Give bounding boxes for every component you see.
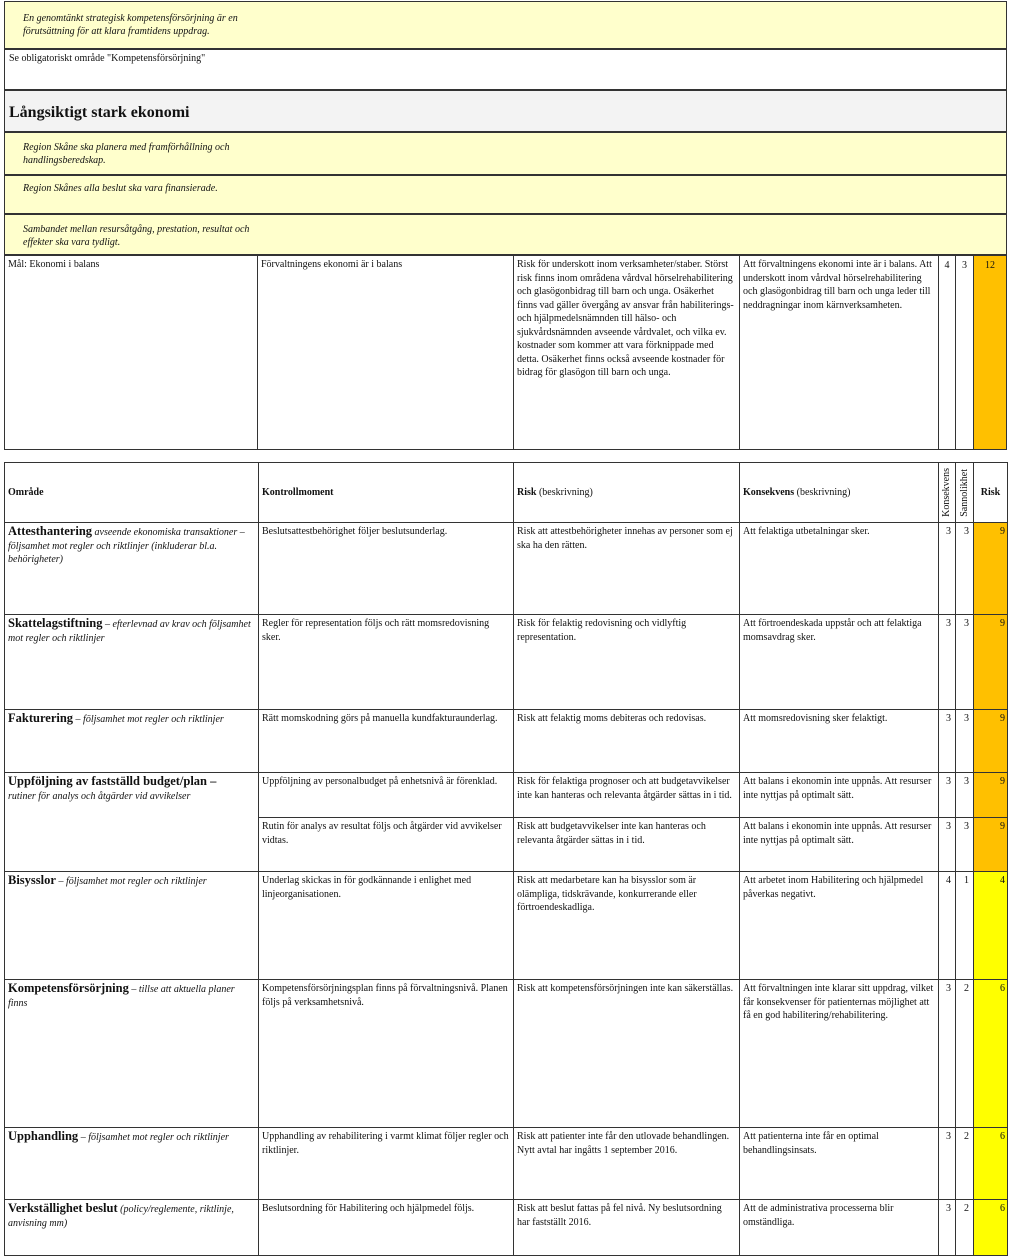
probability-score: 2 xyxy=(956,980,974,1128)
risk-score: 9 xyxy=(974,773,1008,818)
header-probability-score: Sannolikhet xyxy=(956,463,974,523)
consequence-cell: Att momsredovisning sker felaktigt. xyxy=(740,710,939,773)
header-control: Kontrollmoment xyxy=(259,463,514,523)
section-heading: Långsiktigt stark ekonomi xyxy=(9,104,190,121)
probability-score: 3 xyxy=(956,818,974,872)
goal-cell-consequence xyxy=(739,255,939,450)
consequence-cell: Att balans i ekonomin inte uppnås. Att resurser inte nyttjas på optimalt sätt. xyxy=(740,818,939,872)
goal-risk-text: Risk för underskott inom verksamheter/staber. Störst risk finns inom områdena vårdval hörselrehabilitering och glasögonbidrag till barn och unga. Osäkerhet finns vad gäller övergång av ansvar från habiliterings- och hjälpmedelsnämnden till hälso- och sjukvårdsnämnden avseende vårdvalet, och vilka ev. kostnader som kommer att vara förknippade med detta. Osäkerhet finns också avseende kostnader för bidrag för glasögon till barn och unga. xyxy=(517,259,734,378)
consequence-score: 3 xyxy=(939,980,956,1128)
control-cell: Kompetensförsörjningsplan finns på förvaltningsnivå. Planen följs på verksamhetsnivå. xyxy=(259,980,514,1128)
header-consequence-score: Konsekvens xyxy=(939,463,956,523)
goal-risk-score: 12 xyxy=(973,255,1007,450)
consequence-cell: Att balans i ekonomin inte uppnås. Att resurser inte nyttjas på optimalt sätt. xyxy=(740,773,939,818)
control-table xyxy=(4,462,1008,1256)
risk-cell: Risk att kompetensförsörjningen inte kan säkerställas. xyxy=(514,980,740,1128)
probability-score: 3 xyxy=(956,773,974,818)
area-cell: Attesthantering avseende ekonomiska transaktioner – följsamhet mot regler och riktlinjer (inkluderar bl.a. behörigheter) xyxy=(5,523,259,615)
consequence-cell: Att patienterna inte får en optimal behandlingsinsats. xyxy=(740,1128,939,1200)
goal-cell-risk xyxy=(513,255,740,450)
risk-cell: Risk att medarbetare kan ha bisysslor som är olämpliga, tidskrävande, konkurrerande eller förtroendeskadliga. xyxy=(514,872,740,980)
goal-note-3-text: Sambandet mellan resursåtgång, prestation, resultat och effekter ska vara tydligt. xyxy=(23,224,250,248)
risk-cell: Risk att beslut fattas på fel nivå. Ny beslutsordning har fastställt 2016. xyxy=(514,1200,740,1256)
goal-note-1 xyxy=(4,132,1007,175)
table-row xyxy=(5,773,1008,818)
probability-score: 2 xyxy=(956,1200,974,1256)
goal-cell-target xyxy=(4,255,258,450)
probability-score: 3 xyxy=(956,523,974,615)
probability-score: 1 xyxy=(956,872,974,980)
area-cell: Kompetensförsörjning – tillse att aktuella planer finns xyxy=(5,980,259,1128)
area-cell: Upphandling – följsamhet mot regler och riktlinjer xyxy=(5,1128,259,1200)
consequence-cell: Att förtroendeskada uppstår och att felaktiga momsavdrag sker. xyxy=(740,615,939,710)
table-row xyxy=(5,1128,1008,1200)
goal-note-2 xyxy=(4,175,1007,214)
goal-consequence-score: 4 xyxy=(938,255,956,450)
risk-cell: Risk att patienter inte får den utlovade behandlingen. Nytt avtal har ingåtts 1 september 2016. xyxy=(514,1128,740,1200)
risk-score: 9 xyxy=(974,818,1008,872)
area-cell: Bisysslor – följsamhet mot regler och riktlinjer xyxy=(5,872,259,980)
risk-score: 9 xyxy=(974,710,1008,773)
header-area: Område xyxy=(5,463,259,523)
header-consequence: Konsekvens (beskrivning) xyxy=(740,463,939,523)
probability-score: 3 xyxy=(956,615,974,710)
consequence-cell: Att förvaltningen inte klarar sitt uppdrag, vilket får konsekvenser för patienternas möjlighet att få en god habilitering/rehabilitering. xyxy=(740,980,939,1128)
consequence-score: 4 xyxy=(939,872,956,980)
consequence-score: 3 xyxy=(939,615,956,710)
consequence-cell: Att felaktiga utbetalningar sker. xyxy=(740,523,939,615)
control-cell: Rutin för analys av resultat följs och åtgärder vid avvikelser vidtas. xyxy=(259,818,514,872)
goal-consequence-text: Att förvaltningens ekonomi inte är i balans. Att underskott inom vårdval hörselrehabilitering och glasögonbidrag till barn och unga leder till neddragningar inom kärnverksamheten. xyxy=(743,259,932,311)
risk-cell: Risk att attestbehörigheter innehas av personer som ej ska ha den rätten. xyxy=(514,523,740,615)
risk-score: 9 xyxy=(974,615,1008,710)
area-cell: Fakturering – följsamhet mot regler och riktlinjer xyxy=(5,710,259,773)
header-risk-score: Risk xyxy=(974,463,1008,523)
goal-cell-control xyxy=(257,255,514,450)
control-cell: Beslutsattestbehörighet följer beslutsunderlag. xyxy=(259,523,514,615)
strategy-note xyxy=(4,1,1007,49)
consequence-cell: Att arbetet inom Habilitering och hjälpmedel påverkas negativt. xyxy=(740,872,939,980)
area-cell: Uppföljning av fastställd budget/plan – rutiner för analys och åtgärder vid avvikelser xyxy=(5,773,259,872)
consequence-score: 3 xyxy=(939,710,956,773)
table-row xyxy=(5,1200,1008,1256)
risk-cell: Risk att budgetavvikelser inte kan hanteras och relevanta åtgärder sättas in i tid. xyxy=(514,818,740,872)
control-cell: Rätt momskodning görs på manuella kundfakturaunderlag. xyxy=(259,710,514,773)
risk-cell: Risk för felaktiga prognoser och att budgetavvikelser inte kan hanteras och relevanta åtgärder sättas in i tid. xyxy=(514,773,740,818)
consequence-score: 3 xyxy=(939,818,956,872)
risk-score: 4 xyxy=(974,872,1008,980)
risk-cell: Risk att felaktig moms debiteras och redovisas. xyxy=(514,710,740,773)
consequence-score: 3 xyxy=(939,773,956,818)
goal-control-text: Förvaltningens ekonomi är i balans xyxy=(261,259,403,270)
control-cell: Uppföljning av personalbudget på enhetsnivå är förenklad. xyxy=(259,773,514,818)
mandatory-area-note xyxy=(4,49,1007,90)
consequence-score: 3 xyxy=(939,1128,956,1200)
goal-probability-score: 3 xyxy=(955,255,974,450)
header-risk: Risk (beskrivning) xyxy=(514,463,740,523)
table-row xyxy=(5,523,1008,615)
risk-score: 6 xyxy=(974,980,1008,1128)
table-row xyxy=(5,710,1008,773)
consequence-score: 3 xyxy=(939,1200,956,1256)
goal-note-1-text: Region Skåne ska planera med framförhållning och handlingsberedskap. xyxy=(23,142,230,166)
area-cell: Verkställighet beslut (policy/reglemente, riktlinje, anvisning mm) xyxy=(5,1200,259,1256)
consequence-score: 3 xyxy=(939,523,956,615)
risk-score: 9 xyxy=(974,523,1008,615)
probability-score: 3 xyxy=(956,710,974,773)
risk-score: 6 xyxy=(974,1128,1008,1200)
table-row xyxy=(5,615,1008,710)
consequence-cell: Att de administrativa processerna blir omständliga. xyxy=(740,1200,939,1256)
section-heading-row xyxy=(4,90,1007,132)
table-row xyxy=(5,872,1008,980)
control-cell: Regler för representation följs och rätt momsredovisning sker. xyxy=(259,615,514,710)
mandatory-area-note-text: Se obligatoriskt område "Kompetensförsörjning" xyxy=(9,53,206,64)
risk-score: 6 xyxy=(974,1200,1008,1256)
control-cell: Underlag skickas in för godkännande i enlighet med linjeorganisationen. xyxy=(259,872,514,980)
area-cell: Skattelagstiftning – efterlevnad av krav och följsamhet mot regler och riktlinjer xyxy=(5,615,259,710)
goal-note-3 xyxy=(4,214,1007,255)
goal-note-2-text: Region Skånes alla beslut ska vara finansierade. xyxy=(23,183,218,194)
strategy-note-text: En genomtänkt strategisk kompetensförsörjning är en förutsättning för att klara framtidens uppdrag. xyxy=(23,13,238,37)
probability-score: 2 xyxy=(956,1128,974,1200)
risk-cell: Risk för felaktig redovisning och vidlyftig representation. xyxy=(514,615,740,710)
goal-target-text: Mål: Ekonomi i balans xyxy=(8,259,100,270)
table-row xyxy=(5,980,1008,1128)
control-cell: Beslutsordning för Habilitering och hjälpmedel följs. xyxy=(259,1200,514,1256)
control-cell: Upphandling av rehabilitering i varmt klimat följer regler och riktlinjer. xyxy=(259,1128,514,1200)
table-header-row xyxy=(5,463,1008,523)
